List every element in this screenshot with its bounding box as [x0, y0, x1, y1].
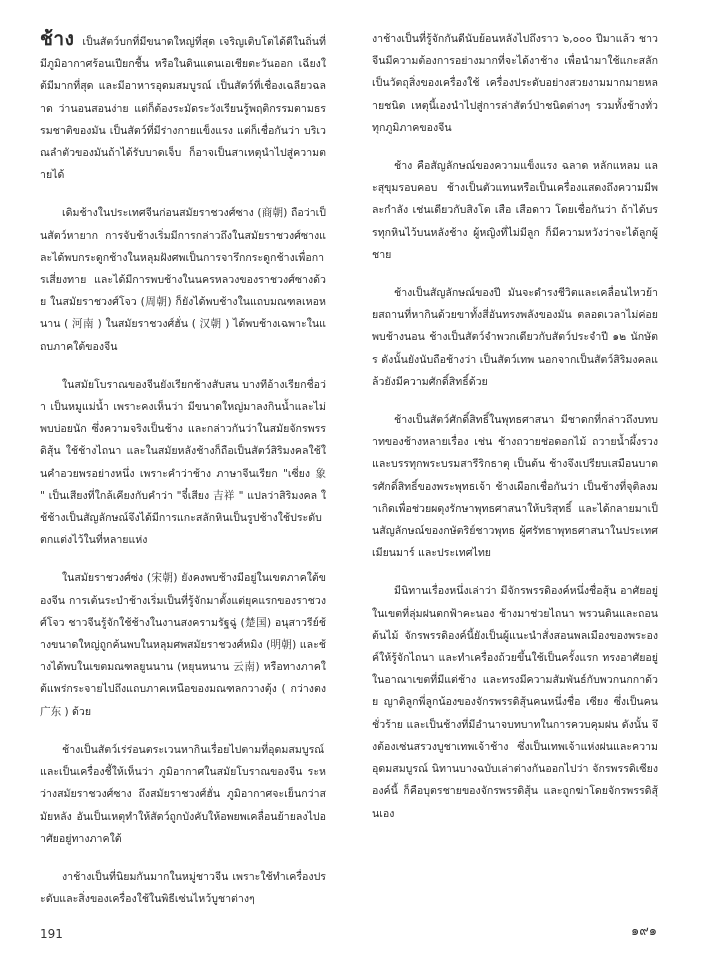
paragraph: ช้างเป็นสัตว์เร่ร่อนตระเวนหากินเรื่อยไปตามที่อุดมสมบูรณ์ และเป็นเครื่องชี้ให้เห็นว่า ภูมิอากาศในสมัยโบราณของจีน ระหว่างสมัยราชวงศ์ซาง ถึงสมัยราชวงศ์ฮั่น ภูมิอากาศจะเย็นกว่าสมัยหลัง อันเป็นเหตุทำให้สัตว์ถูกบังคับให้อพยพเคลื่อนย้ายลงไปอาศัยอยู่ทางภาคใต้ [40, 743, 326, 845]
left-column [40, 28, 326, 926]
lead-word: ช้าง [40, 28, 75, 50]
page-number-arabic: 191 [40, 927, 63, 941]
page-number-thai: ๑๙๑ [630, 924, 657, 939]
paragraph: งาช้างเป็นที่รู้จักกันดีนับย้อนหลังไปถึงราว ๖,๐๐๐ ปีมาแล้ว ชาวจีนมีความต้องการอย่างมากที่จะได้งาช้าง เพื่อนำมาใช้แกะสลักเป็นวัตถุสิ่งของเครื่องใช้ เครื่องประดับอย่างสวยงามมากมายหลายชนิด เหตุนี้เองนำไปสู่การล่าสัตว์ป่าชนิดต่างๆ รวมทั้งช้างทั่วทุกภูมิภาคของจีน [372, 33, 658, 134]
paragraph: ช้างเป็นสัตว์ศักดิ์สิทธิ์ในพุทธศาสนา มีชาดกที่กล่าวถึงบทบาทของช้างหลายเรื่อง เช่น ช้างถวายช่อดอกไม้ ถวายน้ำผึ้งรวง และบรรทุกพระบรมสารีริกธาตุ เป็นต้น ช้างจึงเปรียบเสมือนบาตรศักดิ์สิทธิ์ของพระพุทธเจ้า ช้างเผือกเชื่อกันว่า เป็นช้างที่จุติลงมาเกิดเพื่อช่วยผดุงรักษาพุทธศาสนาให้บริสุทธิ์ และได้กลายมาเป็นสัญลักษณ์ของกษัตริย์ชาวพุทธ ผู้ศรัทธาพุทธศาสนาในประเทศเมียนมาร์ และประเทศไทย [372, 414, 658, 560]
right-column [372, 28, 658, 841]
intro-text: เป็นสัตว์บกที่มีขนาดใหญ่ที่สุด เจริญเติบโตได้ดีในถิ่นที่มีภูมิอากาศร้อนเปียกชื้น หรือในดินแดนเอเชียตะวันออก เฉียงใต้มีมากที่สุด และมีอาหารอุดมสมบูรณ์ เป็นสัตว์ที่เชื่องเฉลียวฉลาด ว่านอนสอนง่าย แต่ก็ต้องระมัดระวังเรียนรู้พฤติกรรมตามธรรมชาติของมัน เป็นสัตว์ที่มีร่างกายแข็งแรง แต่ก็เชื่อกันว่า บริเวณลำตัวของมันถ้าได้รับบาดเจ็บ ก็อาจเป็นสาเหตุนำไปสู่ความตายได้ [40, 36, 326, 182]
paragraph: ช้าง คือสัญลักษณ์ของความแข็งแรง ฉลาด หลักแหลม และสุขุมรอบคอบ ช้างเป็นตัวแทนหรือเป็นเครื่องแสดงถึงความมีพละกำลัง เช่นเดียวกับสิงโต เสือ เสือดาว โดยเชื่อกันว่า ถ้าได้บรรทุกหินไว้บนหลังช้าง ผู้หญิงที่ไม่มีลูก ก็มีความหวังว่าจะได้ลูกผู้ชาย [372, 160, 658, 261]
intro-paragraph [40, 28, 326, 186]
paragraph: งาช้างเป็นที่นิยมกันมากในหมู่ชาวจีน เพราะใช้ทำเครื่องประดับและสิ่งของเครื่องใช้ในพิธีเซ่นไหว้บูชาต่างๆ [40, 870, 326, 906]
paragraph: มีนิทานเรื่องหนึ่งเล่าว่า มีจักรพรรดิองค์หนึ่งชื่อสุ้น อาศัยอยู่ในเขตที่ลุ่มฝนตกฟ้าคะนอง ช้างมาช่วยไถนา พรวนดินและถอนต้นไม้ จักรพรรดิองค์นี้ยังเป็นผู้แนะนำสั่งสอนพลเมืองของพระองค์ให้รู้จักไถนา และทำเครื่องถ้วยขึ้นใช้เป็นครั้งแรก ทรงอาศัยอยู่ในอาณาเขตที่มีแต่ช้าง และทรงมีความสัมพันธ์กับพวกนกกาด้วย ญาติลูกพี่ลูกน้องของจักรพรรดิสุ้นคนหนึ่งชื่อ เซียง ซึ่งเป็นคนชั่วร้าย และเป็นช้างที่มีอำนาจบทบาทในการควบคุมฝน ดังนั้น จึงต้องเซ่นสรวงบูชาเทพเจ้าช้าง ซึ่งเป็นเทพเจ้าแห่งฝนและความอุดมสมบูรณ์ นิทานบางฉบับเล่าต่างกันออกไปว่า จักรพรรดิเซียงองค์นี้ ก็คือบุตรชายของจักรพรรดิสุ้น และถูกฆ่าโดยจักรพรรดิสุ้นเอง [372, 585, 658, 820]
paragraph: เดิมช้างในประเทศจีนก่อนสมัยราชวงศ์ซาง (商朝) ถือว่าเป็นสัตว์หายาก การจับช้างเริ่มมีการกล่าวถึงในสมัยราชวงศ์ซางและได้พบกระดูกช้างในหลุมฝังศพเป็นการจารึกกระดูกช้างเพื่อการเสี่ยงทาย และได้มีการพบช้างในนครหลวงของราชวงศ์ซางด้วย ในสมัยราชวงศ์โจว (周朝) ก็ยังได้พบช้างในแถบมณฑลเหอหนาน ( 河南 ) ในสมัยราชวงศ์ฮั่น ( 汉朝 ) ได้พบช้างเฉพาะในแถบภาคใต้ของจีน [40, 207, 326, 353]
paragraph: ในสมัยโบราณของจีนยังเรียกช้างสับสน บางทีอ้างเรียกชื่อว่า เป็นหมูแม่น้ำ เพราะคงเห็นว่า มีขนาดใหญ่มาลงกินน้ำและไม่พบบ่อยนัก ซึ่งความจริงเป็นช้าง และกล่าวกันว่าในสมัยจักรพรรดิสุ้น ใช้ช้างไถนา และในสมัยหลังช้างก็ถือเป็นสัตว์สิริมงคลใช้ในคำอวยพรอย่างหนึ่ง เพราะคำว่าช้าง ภาษาจีนเรียก "เซี่ยง 象 " เป็นเสียงที่ใกล้เคียงกับคำว่า "จี๋เสียง 吉祥 " แปลว่าสิริมงคล ใช้ช้างเป็นสัญลักษณ์จึงได้มีการแกะสลักหินเป็นรูปช้างใช้ประดับตกแต่งไว้ในที่หลายแห่ง [40, 378, 326, 547]
paragraph: ช้างเป็นสัญลักษณ์ของปี มันจะดำรงชีวิตและเคลื่อนไหวย้ายสถานที่หากินด้วยขาทั้งสี่อันทรงพลังของมัน ตลอดเวลาไม่ค่อยพบช้างนอน ช้างเป็นสัตว์จำพวกเดียวกับสัตว์ประจำปี ๑๒ นักษัตร ดังนั้นยังนับถือช้างว่า เป็นสัตว์เทพ นอกจากเป็นสัตว์สิริมงคลแล้วยังมีความศักดิ์สิทธิ์ด้วย [372, 287, 658, 388]
paragraph: ในสมัยราชวงศ์ซ่ง (宋朝) ยังคงพบช้างมีอยู่ในเขตภาคใต้ของจีน การเต้นระบำช้างเริ่มเป็นที่รู้จักมาตั้งแต่ยุคแรกของราชวงศ์โจว ชาวจีนรู้จักใช้ช้างในงานสงครามรัฐฉู่ (楚国) อนุสาวรีย์ช้างขนาดใหญ่ถูกค้นพบในหลุมศพสมัยราชวงศ์หมิง (明朝) และช้างได้พบในเขตมณฑลยูนนาน (หยุนหนาน 云南) หรือทางภาคใต้แพร่กระจายไปถึงแถบภาคเหนือของมณฑลกวางตุ้ง ( กว่างตง 广东 ) ด้วย [40, 572, 326, 718]
